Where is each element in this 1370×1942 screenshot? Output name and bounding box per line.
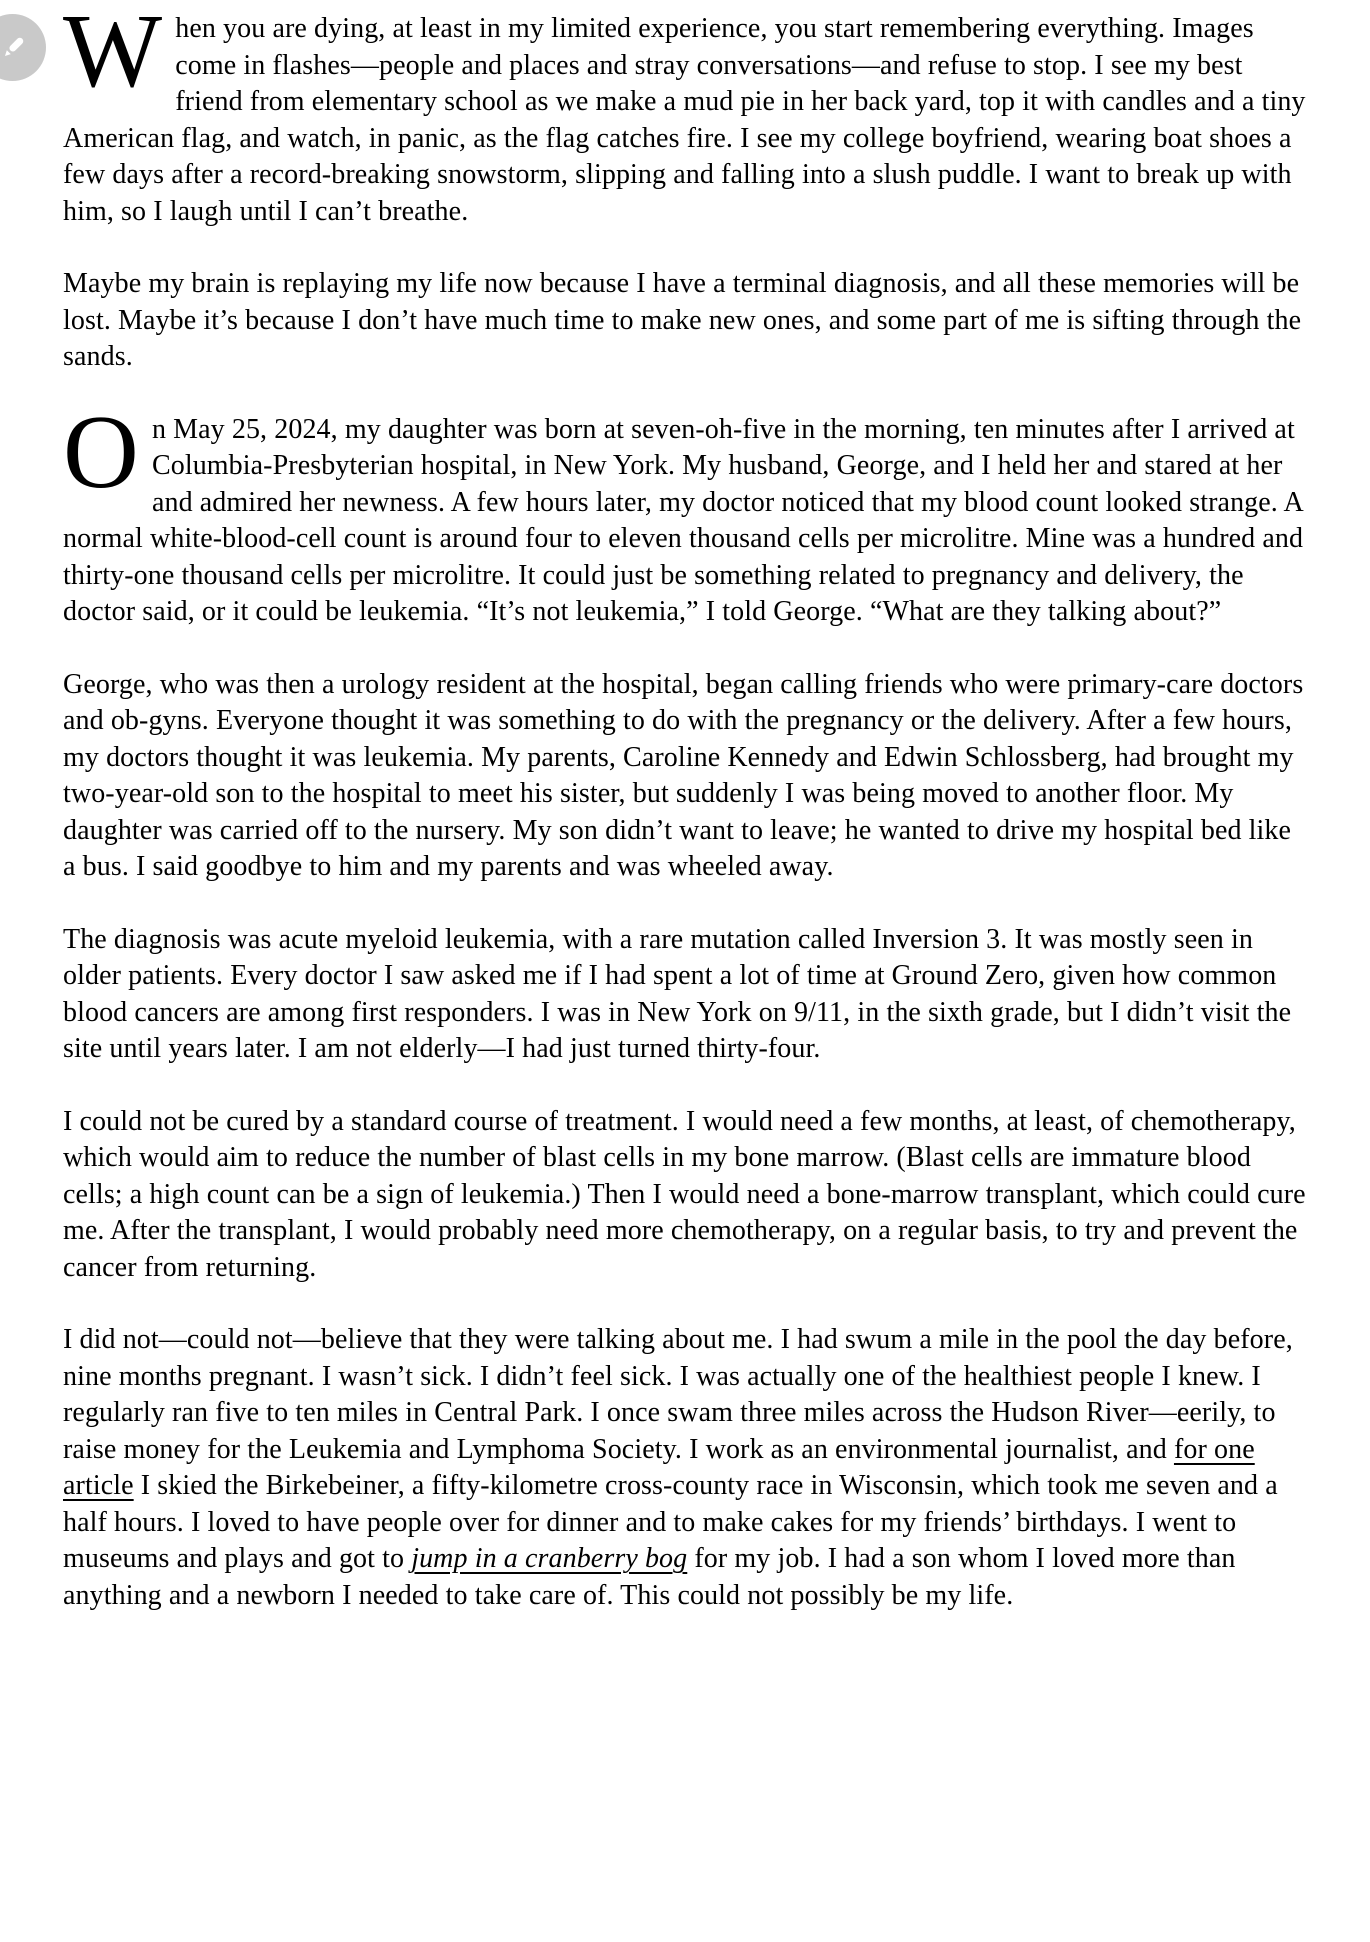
paragraph: I did not—could not—believe that they were talking about me. I had swum a mile in the pool the day before, nine months pregnant. I wasn’t sick. I didn’t feel sick. I was actually one of the healthiest people I knew. I regularly ran five to ten miles in Central Park. I once swam three miles across the Hudson River—eerily, to raise money for the Leukemia and Lymphoma Society. I work as an environmental journalist, and for one article I skied the Birkebeiner, a fifty-kilometre cross-county race in Wisconsin, which took me seven and a half hours. I loved to have people over for dinner and to make cakes for my friends’ birthdays. I went to museums and plays and got to jump in a cranberry bog for my job. I had a son whom I loved more than anything and a newborn I needed to take care of. This could not possibly be my life. <box>63 1324 1293 1611</box>
link-for-one-article[interactable]: for one article <box>63 1433 1255 1501</box>
drop-cap: O <box>63 392 139 510</box>
edit-badge[interactable] <box>0 14 46 81</box>
link-jump-in-a-cranberry-bog[interactable]: jump in a cranberry bog <box>411 1543 688 1574</box>
article-body <box>63 0 1306 1614</box>
pencil-icon <box>0 30 31 66</box>
paragraph: On May 25, 2024, my daughter was born at seven-oh-five in the morning, ten minutes after I arrived at Columbia-Presbyterian hospital, in New York. My husband, George, and I held her and stared at her and admired her newness. A few hours later, my doctor noticed that my blood count looked strange. A normal white-blood-cell count is around four to eleven thousand cells per microlitre. Mine was a hundred and thirty-one thousand cells per microlitre. It could just be something related to pregnancy and delivery, the doctor said, or it could be leukemia. “It’s not leukemia,” I told George. “What are they talking about?” <box>63 392 1304 627</box>
paragraph: Maybe my brain is replaying my life now because I have a terminal diagnosis, and all these memories will be lost. Maybe it’s because I don’t have much time to make new ones, and some part of me is sifting through the sands. <box>63 268 1302 372</box>
paragraph: When you are dying, at least in my limited experience, you start remembering everything. Images come in flashes—people and places and stray conversations—and refuse to stop. I see my best friend from elementary school as we make a mud pie in her back yard, top it with candles and a tiny American flag, and watch, in panic, as the flag catches fire. I see my college boyfriend, wearing boat shoes a few days after a record-breaking snowstorm, slipping and falling into a slush puddle. I want to break up with him, so I laugh until I can’t breathe. <box>63 0 1306 227</box>
paragraph: The diagnosis was acute myeloid leukemia, with a rare mutation called Inversion 3. It was mostly seen in older patients. Every doctor I saw asked me if I had spent a lot of time at Ground Zero, given how common blood cancers are among first responders. I was in New York on 9/11, in the sixth grade, but I didn’t visit the site until years later. I am not elderly—I had just turned thirty-four. <box>63 923 1292 1064</box>
paragraph: George, who was then a urology resident at the hospital, began calling friends who were primary-care doctors and ob-gyns. Everyone thought it was something to do with the pregnancy or the delivery. After a few hours, my doctors thought it was leukemia. My parents, Caroline Kennedy and Edwin Schlossberg, had brought my two-year-old son to the hospital to meet his sister, but suddenly I was being moved to another floor. My daughter was carried off to the nursery. My son didn’t want to leave; he wanted to drive my hospital bed like a bus. I said goodbye to him and my parents and was wheeled away. <box>63 668 1304 882</box>
drop-cap: W <box>63 0 163 109</box>
paragraph: I could not be cured by a standard course of treatment. I would need a few months, at least, of chemotherapy, which would aim to reduce the number of blast cells in my bone marrow. (Blast cells are immature blood cells; a high count can be a sign of leukemia.) Then I would need a bone-marrow transplant, which could cure me. After the transplant, I would probably need more chemotherapy, on a regular basis, to try and prevent the cancer from returning. <box>63 1105 1306 1283</box>
